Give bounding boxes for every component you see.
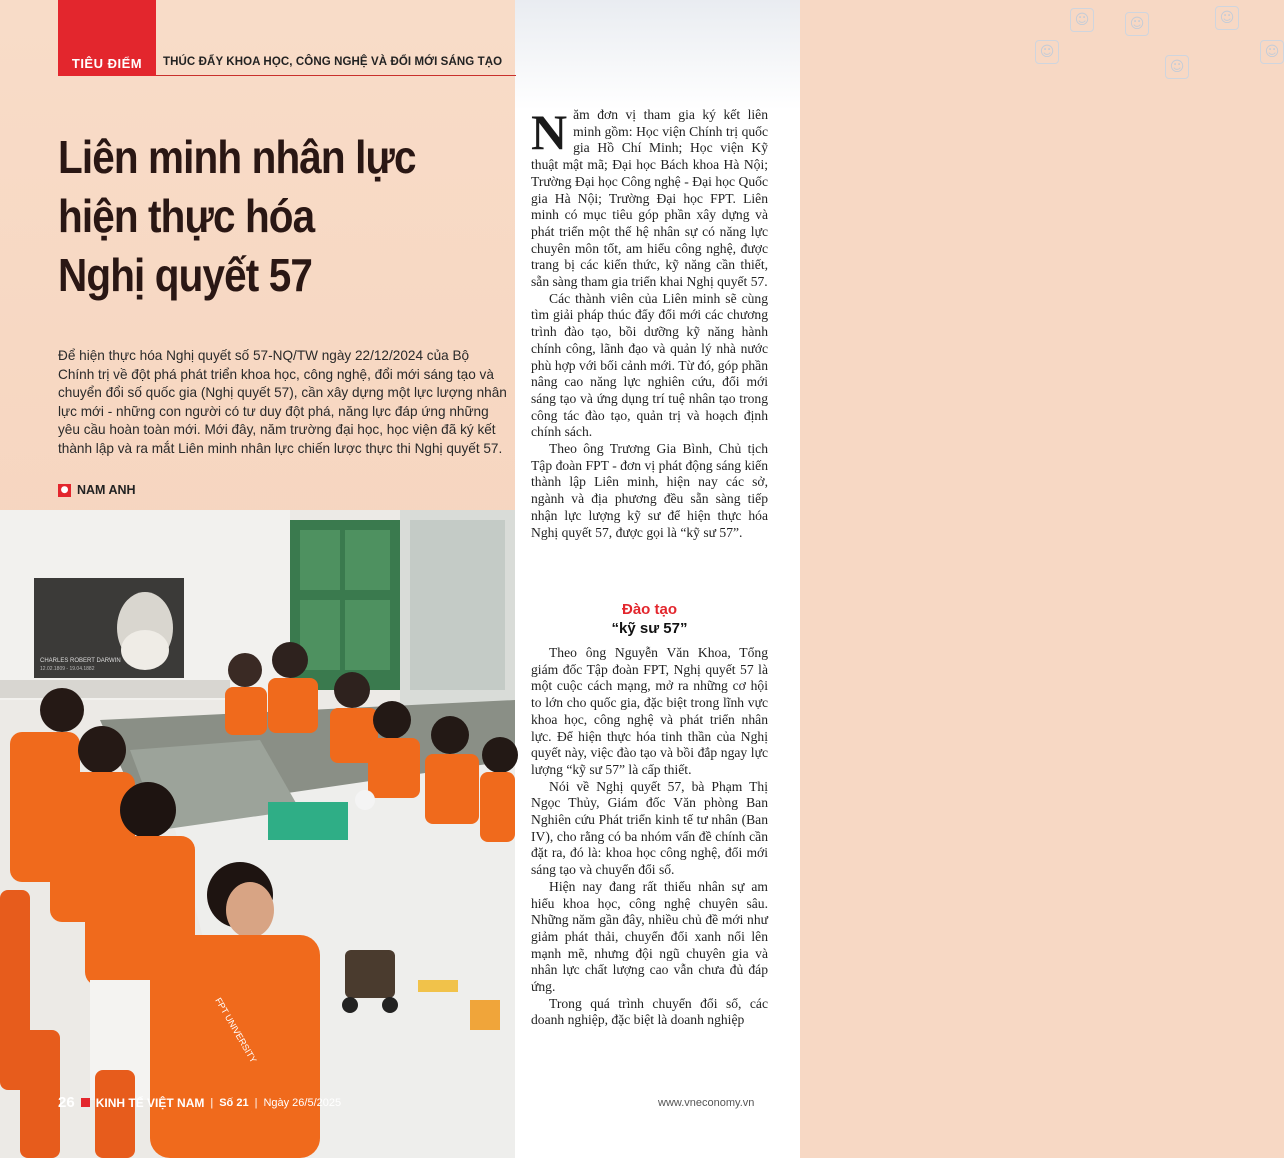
- decorative-pattern: [515, 0, 1280, 110]
- author-name: NAM ANH: [77, 483, 136, 497]
- separator: |: [254, 1096, 258, 1109]
- section-tag: TIÊU ĐIỂM: [71, 56, 143, 71]
- user-icon: ☺: [1260, 40, 1284, 64]
- subheading: [531, 600, 768, 638]
- headline-line: hiện thực hóa: [58, 190, 315, 242]
- byline: [58, 483, 136, 497]
- paragraph: Các thành viên của Liên minh sẽ cùng tìm giải pháp thúc đẩy đổi mới các chương trình đào tạo, bồi dưỡng kỹ năng hành chính công, lãnh đạo và quản lý nhà nước phù hợp với bối cảnh mới. Từ đó, góp phần nâng cao năng lực nghiên cứu, đổi mới sáng tạo và ứng dụng trí tuệ nhân tạo trong công tác đào tạo, quản trị và hoạch định chính sách.: [531, 290, 768, 440]
- page-number: 26: [58, 1094, 75, 1111]
- separator: |: [210, 1096, 214, 1109]
- user-icon: ☺: [1125, 12, 1149, 36]
- subheading-line-1: Đào tạo: [621, 601, 677, 618]
- paragraph: Theo ông Trương Gia Bình, Chủ tịch Tập đoàn FPT - đơn vị phát động sáng kiến thành lập Liên minh, hiện nay các sở, ngành và địa phương đều sẵn sàng tiếp nhận lực lượng kỹ sư để hiện thực hóa Nghị quyết 57, được gọi là “kỹ sư 57”.: [531, 441, 768, 540]
- user-icon: ☺: [1215, 6, 1239, 30]
- brand-mark-icon: [81, 1098, 90, 1107]
- subheading-line-2: “kỹ sư 57”: [611, 620, 688, 637]
- user-icon: ☺: [1165, 55, 1189, 79]
- article-photo: [0, 510, 515, 1158]
- header-divider: [156, 75, 516, 76]
- section-title: THÚC ĐẨY KHOA HỌC, CÔNG NGHỆ VÀ ĐỔI MỚI SÁNG TẠO: [163, 56, 503, 68]
- poster-caption: CHARLES ROBERT DARWIN: [40, 658, 121, 664]
- paragraph: Theo ông Nguyễn Văn Khoa, Tổng giám đốc Tập đoàn FPT, Nghị quyết 57 là một cuộc cách mạng, mở ra những cơ hội to lớn cho quốc gia, đặc biệt trong lĩnh vực khoa học, công nghệ và phát triển nhân lực. Để hiện thực hóa tinh thần của Nghị quyết này, việc đào tạo và bồi đắp ngay lực lượng “kỹ sư 57” là cấp thiết.: [531, 645, 768, 777]
- poster-dates: 12.02.1809 - 19.04.1882: [40, 666, 95, 672]
- issue-number: Số 21: [219, 1096, 249, 1109]
- paragraph: Trong quá trình chuyển đổi số, các doanh nghiệp, đặc biệt là doanh nghiệp: [531, 995, 768, 1028]
- headline-line: Nghị quyết 57: [58, 249, 312, 301]
- lead-paragraph: Để hiện thực hóa Nghị quyết số 57-NQ/TW ngày 22/12/2024 của Bộ Chính trị về đột phá phát triển khoa học, công nghệ, đổi mới sáng tạo và chuyển đổi số quốc gia (Nghị quyết 57), cần xây dựng một lực lượng nhân lực mới - những con người có tư duy đột phá, năng lực đáp ứng những yêu cầu hoàn toàn mới. Mới đây, năm trường đại học, học viện đã ký kết thành lập và ra mắt Liên minh nhân lực chiến lược thực thi Nghị quyết 57.: [58, 348, 507, 456]
- user-icon: ☺: [1070, 8, 1094, 32]
- paragraph: Năm đơn vị tham gia ký kết liên minh gồm: Học viện Chính trị quốc gia Hồ Chí Minh; Học viện Kỹ thuật mật mã; Đại học Bách khoa Hà Nội; Trường Đại học Công nghệ - Đại học Quốc gia Hà Nội; Trường Đại học FPT. Liên minh có mục tiêu góp phần xây dựng và phát triển một thế hệ nhân sự có năng lực chuyên môn tốt, am hiểu công nghệ, được trang bị các kiến thức, kỹ năng cần thiết, sẵn sàng tham gia triển khai Nghị quyết 57.: [531, 104, 768, 290]
- footer-url: www.vneconomy.vn: [658, 1097, 755, 1109]
- paragraph: Nói về Nghị quyết 57, bà Phạm Thị Ngọc Thủy, Giám đốc Văn phòng Ban Nghiên cứu Phát triển kinh tế tư nhân (Ban IV), cho rằng có ba nhóm vấn đề chính cần đặt ra, đó là: khoa học công nghệ, đổi mới sáng tạo và chuyển đổi số.: [531, 778, 768, 878]
- issue-date: Ngày 26/5/2025: [263, 1096, 342, 1109]
- user-icon: ☺: [1035, 40, 1059, 64]
- footer: [58, 1094, 341, 1111]
- article-body-bottom: [531, 645, 768, 1029]
- dropcap: N: [531, 104, 568, 160]
- headline: [58, 128, 454, 305]
- classroom-illustration: [0, 510, 515, 1158]
- shirt-text: FPT UNIVERSITY: [213, 996, 259, 1065]
- author-icon: ●: [58, 484, 71, 497]
- headline-line: Liên minh nhân lực: [58, 131, 416, 183]
- paragraph: Hiện nay đang rất thiếu nhân sự am hiểu khoa học, công nghệ chuyên sâu. Những năm gần đây, nhiều chủ đề mới như giảm phát thải, chuyển đổi xanh nổi lên mạnh mẽ, nhưng đội ngũ chuyên gia và nhân lực chất lượng cao vẫn chưa đủ đáp ứng.: [531, 878, 768, 995]
- magazine-name: KINH TẾ VIỆT NAM: [95, 1095, 205, 1110]
- article-body-top: [531, 104, 768, 541]
